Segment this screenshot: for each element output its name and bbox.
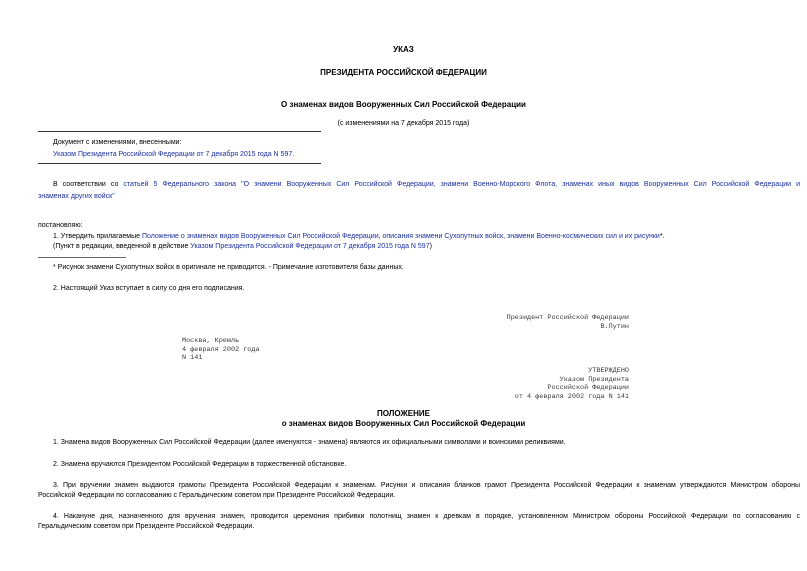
decree-title: УКАЗ [393, 45, 414, 54]
decree-word: постановляю: [38, 222, 83, 229]
approved-country: Российской Федерации [547, 384, 629, 392]
footnote-divider [38, 257, 126, 258]
place-date-block [182, 337, 260, 363]
regulation-link[interactable]: Положение о знаменах видов Вооруженных Сил Российской Федерации, описания знамени Сухопутных войск, знамени Военно-космических сил и их рисунки [141, 233, 660, 240]
signature-title: Президент Российской Федерации [506, 314, 629, 322]
approved-date: от 4 февраля 2002 года N 141 [514, 392, 629, 401]
regulation-title: ПОЛОЖЕНИЕ [377, 409, 430, 418]
approved-word: УТВЕРЖДЕНО [588, 367, 629, 375]
changes-link[interactable]: Указом Президента Российской Федерации от 7 декабря 2015 года N 597. [53, 151, 295, 158]
number: N 141 [182, 354, 203, 362]
edit-note-end: ) [429, 243, 432, 250]
item1-end: *. [659, 233, 665, 240]
date: 4 февраля 2002 года [182, 345, 260, 354]
preamble-line2 [38, 192, 115, 201]
divider-bottom [38, 163, 321, 164]
approved-block [515, 367, 629, 401]
regulation-item-2: 2. Знамена вручаются Президентом Российской Федерации в торжественной обстановке. [53, 461, 347, 468]
regulation-subtitle: о знаменах видов Вооруженных Сил Российской Федерации [281, 419, 526, 428]
regulation-item-3-line2: Российской Федерации по согласованию с Геральдическим советом при Президенте Российской Федерации. [38, 492, 396, 499]
footnote: * Рисунок знамени Сухопутных войск в оригинале не приводится. - Примечание изготовителя базы данных. [53, 264, 404, 271]
decree-item-1 [53, 232, 664, 241]
item1-start: 1. Утвердить прилагаемые [53, 233, 142, 240]
decree-issuer: ПРЕЗИДЕНТА РОССИЙСКОЙ ФЕДЕРАЦИИ [320, 68, 487, 77]
preamble-text: В соответствии со [53, 181, 124, 188]
item1-edit-note [53, 242, 432, 251]
law-link-cont[interactable]: знаменах других войск" [38, 193, 115, 200]
signature-block [507, 314, 629, 331]
approved-by: Указом Президента [559, 375, 629, 384]
law-link[interactable]: статьей 5 Федерального закона "О знамени Вооруженных Сил Российской Федерации, знамени Военно-Морского Флота, знаменах иных видов Вооруженных Сил Российской Федерации и [123, 181, 800, 188]
edit-note-link[interactable]: Указом Президента Российской Федерации от 7 декабря 2015 года N 597 [190, 243, 430, 250]
regulation-item-4-line2: Геральдическим советом при Президенте Российской Федерации. [38, 523, 255, 530]
amendment-note: (с изменениями на 7 декабря 2015 года) [337, 120, 470, 127]
edit-note-start: (Пункт в редакции, введенной в действие [53, 243, 191, 250]
decree-item-2: 2. Настоящий Указ вступает в силу со дня его подписания. [53, 285, 245, 292]
regulation-item-1: 1. Знамена видов Вооруженных Сил Российской Федерации (далее именуются - знамена) являются их официальными символами и воинскими реликвиями. [53, 439, 566, 446]
regulation-item-3-line1: 3. При вручении знамен выдаются грамоты Президента Российской Федерации к знаменам. Рисунки и описания бланков грамот Президента Российской Федерации к знаменам утверждаются Министром обороны [53, 482, 800, 489]
decree-subject: О знаменах видов Вооруженных Сил Российской Федерации [281, 100, 526, 109]
regulation-item-4-line1: 4. Накануне дня, назначенного для вручения знамен, проводится церемония прибивки полотнищ знамен к древкам в порядке, установленном Министром обороны Российской Федерации по согласованию с [53, 513, 800, 520]
place: Москва, Кремль [182, 337, 240, 345]
signature-name: В.Путин [600, 322, 629, 331]
preamble-line1 [53, 180, 800, 189]
divider-top [38, 131, 321, 132]
changes-label: Документ с изменениями, внесенными: [53, 139, 182, 146]
